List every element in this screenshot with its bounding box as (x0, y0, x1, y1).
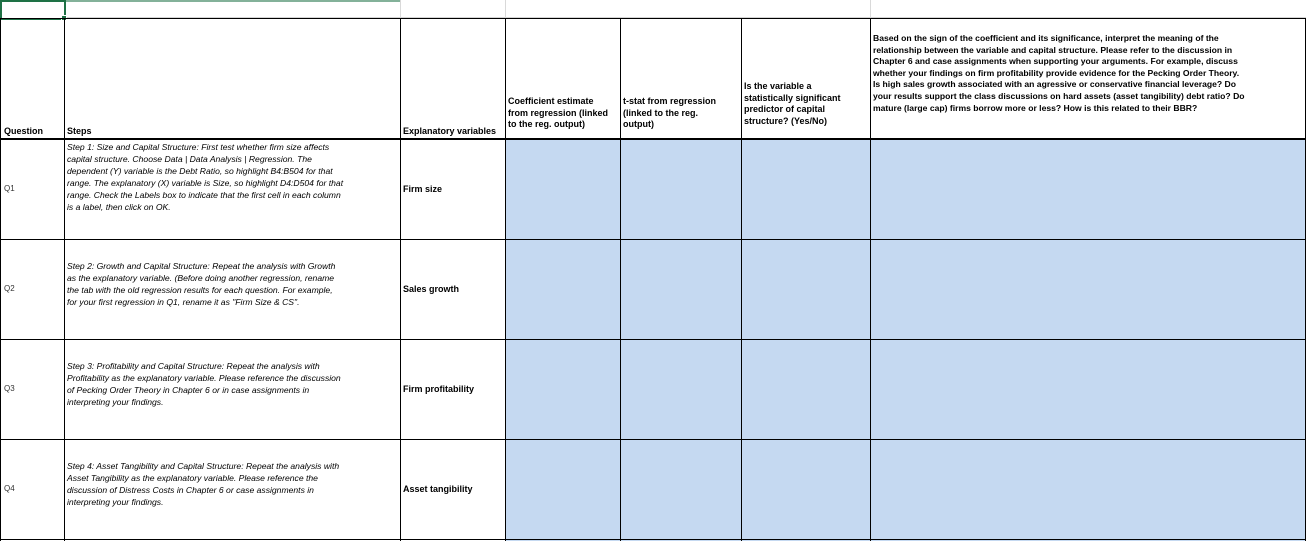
steps-text-q3[interactable]: Step 3: Profitability and Capital Structure: Repeat the analysis with Profitability as the explanatory variable. Please reference the discussion of Pecking Order Theory in Chapter 6 or in case assignments in interpreting your findings. (67, 361, 341, 408)
coefficient-cell-q1[interactable] (506, 140, 620, 239)
significance-cell-q4[interactable] (742, 440, 870, 539)
header-tstat[interactable]: t-stat from regression (linked to the reg. output) (623, 96, 717, 130)
table-top-border (0, 18, 1306, 19)
header-interpretation[interactable]: Based on the sign of the coefficient and its significance, interpret the meaning of the relationship between the variable and capital structure. Please refer to the discussion in Chapter 6 and case assignments when supporting your arguments. For example, discuss whether your findings on firm profitability provide evidence for the Pecking Order Theory. Is high sales growth associated with an agressive or conservative financial leverage? Do your results support the class discussions on hard assets (asset tangibility) debt ratio? Do mature (large cap) firms borrow more or less? How is this related to their BBR? (873, 33, 1245, 113)
tstat-cell-q2[interactable] (621, 240, 741, 339)
top-row-strip (0, 0, 1306, 18)
explanatory-variable-q4[interactable]: Asset tangibility (403, 484, 473, 494)
coefficient-cell-q2[interactable] (506, 240, 620, 339)
explanatory-variable-q2[interactable]: Sales growth (403, 284, 460, 294)
interpretation-cell-q1[interactable] (871, 140, 1305, 239)
interpretation-cell-q2[interactable] (871, 240, 1305, 339)
question-label-q2[interactable]: Q2 (4, 284, 15, 293)
col-border (400, 18, 401, 541)
significance-cell-q3[interactable] (742, 340, 870, 439)
interpretation-cell-q4[interactable] (871, 440, 1305, 539)
coefficient-cell-q3[interactable] (506, 340, 620, 439)
row-border (0, 539, 1306, 540)
header-significance[interactable]: Is the variable a statistically significant predictor of capital structure? (Yes/No) (744, 81, 841, 126)
tstat-cell-q4[interactable] (621, 440, 741, 539)
gridline (870, 0, 871, 18)
steps-text-q1[interactable]: Step 1: Size and Capital Structure: First test whether firm size affects capital structure. Choose Data | Data Analysis | Regression. The dependent (Y) variable is the Debt Ratio, so highlight B4:B504 for that range. The explanatory (X) variable is Size, so highlight D4:D504 for that range. Check the Labels box to indicate that the first cell in each column is a label, then click on OK. (67, 142, 344, 213)
col-border (64, 18, 65, 541)
significance-cell-q1[interactable] (742, 140, 870, 239)
steps-text-q4[interactable]: Step 4: Asset Tangibility and Capital Structure: Repeat the analysis with Asset Tangibility as the explanatory variable. Please reference the discussion of Distress Costs in Chapter 6 or case assignments in interpreting your findings. (67, 461, 340, 508)
interpretation-cell-q3[interactable] (871, 340, 1305, 439)
col-border (0, 18, 1, 541)
question-label-q3[interactable]: Q3 (4, 384, 15, 393)
gridline (400, 0, 401, 18)
explanatory-variable-q3[interactable]: Firm profitability (403, 384, 475, 394)
header-question[interactable]: Question (4, 126, 44, 136)
tstat-cell-q1[interactable] (621, 140, 741, 239)
significance-cell-q2[interactable] (742, 240, 870, 339)
gridline (505, 0, 506, 18)
header-explanatory-variables[interactable]: Explanatory variables (403, 126, 497, 136)
header-coefficient[interactable]: Coefficient estimate from regression (linked to the reg. output) (508, 96, 609, 130)
question-label-q4[interactable]: Q4 (4, 484, 15, 493)
selected-cell[interactable] (0, 0, 66, 20)
explanatory-variable-q1[interactable]: Firm size (403, 184, 443, 194)
question-label-q1[interactable]: Q1 (4, 184, 15, 193)
steps-text-q2[interactable]: Step 2: Growth and Capital Structure: Repeat the analysis with Growth as the explanatory variable. (Before doing another regression, rename the tab with the old regression results for each question. For example, for your first regression in Q1, rename it as "Firm Size & CS". (67, 261, 336, 308)
header-steps[interactable]: Steps (67, 126, 92, 136)
selection-column-highlight (66, 0, 400, 2)
tstat-cell-q3[interactable] (621, 340, 741, 439)
coefficient-cell-q4[interactable] (506, 440, 620, 539)
